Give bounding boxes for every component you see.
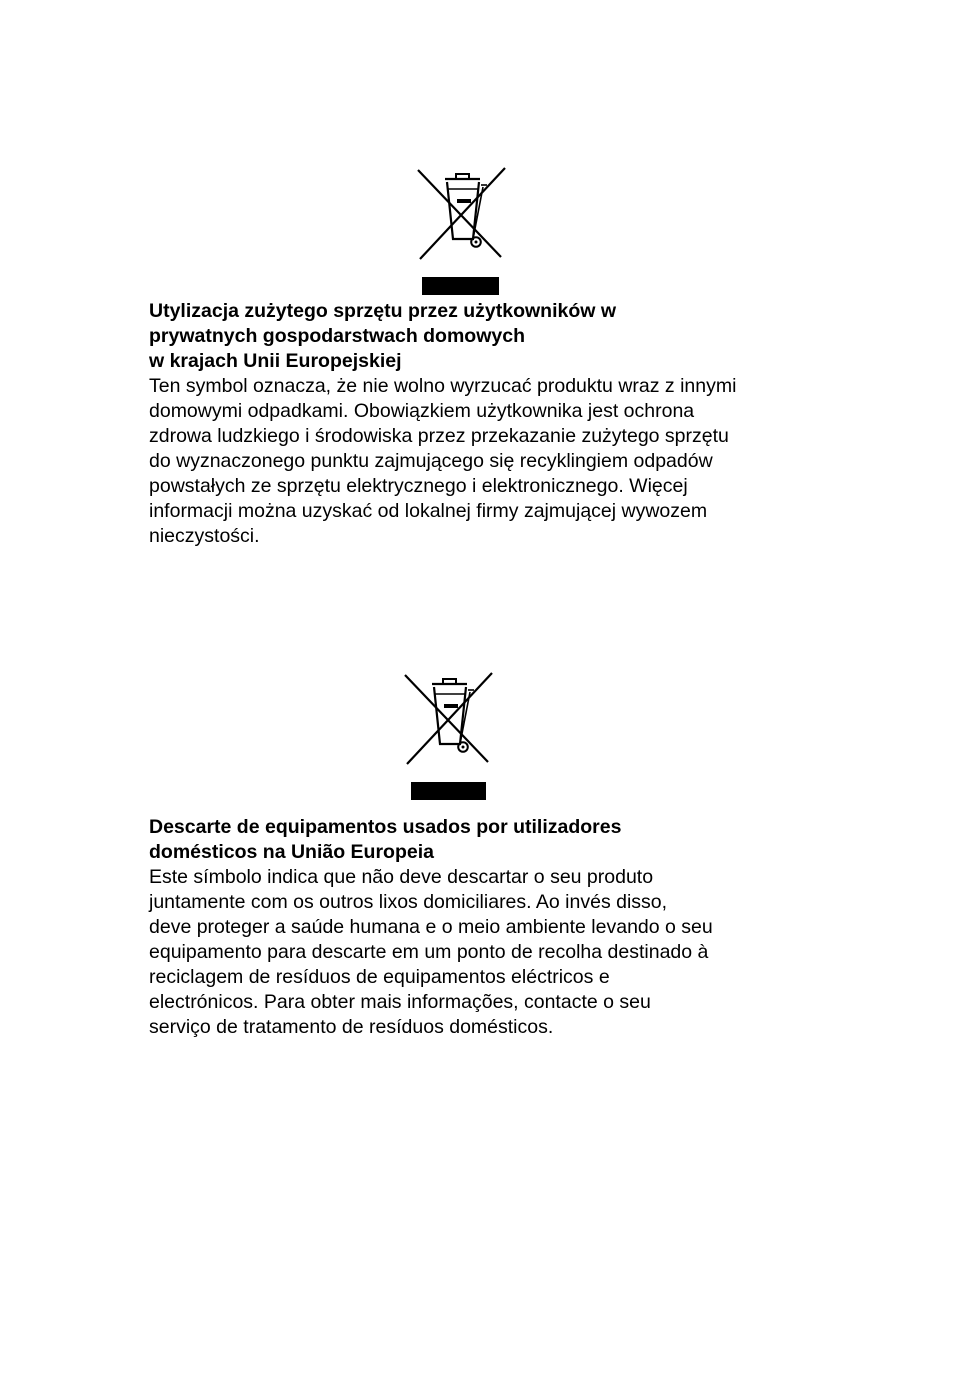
body-line: do wyznaczonego punktu zajmującego się recyklingiem odpadów xyxy=(149,450,713,472)
section-heading xyxy=(149,815,829,865)
section-body xyxy=(149,374,829,549)
body-line: deve proteger a saúde humana e o meio ambiente levando o seu xyxy=(149,916,713,938)
heading-line: Utylizacja zużytego sprzętu przez użytkowników w xyxy=(149,300,617,322)
section-portuguese xyxy=(149,815,829,1040)
weee-crossed-bin-icon xyxy=(407,165,517,295)
weee-crossed-bin-icon xyxy=(394,670,504,800)
body-line: electrónicos. Para obter mais informações, contacte o seu xyxy=(149,991,651,1013)
body-line: reciclagem de resíduos de equipamentos eléctricos e xyxy=(149,966,610,988)
body-line: equipamento para descarte em um ponto de recolha destinado à xyxy=(149,941,709,963)
body-line: serviço de tratamento de resíduos domésticos. xyxy=(149,1016,554,1038)
section-body xyxy=(149,865,829,1040)
body-line: nieczystości. xyxy=(149,525,260,547)
body-line: powstałych ze sprzętu elektrycznego i elektronicznego. Więcej xyxy=(149,475,688,497)
section-heading xyxy=(149,299,829,374)
body-line: informacji można uzyskać od lokalnej firmy zajmującej wywozem xyxy=(149,500,708,522)
section-polish xyxy=(149,299,829,549)
body-line: Ten symbol oznacza, że nie wolno wyrzucać produktu wraz z innymi xyxy=(149,375,737,397)
body-line: domowymi odpadkami. Obowiązkiem użytkownika jest ochrona xyxy=(149,400,695,422)
body-line: zdrowa ludzkiego i środowiska przez przekazanie zużytego sprzętu xyxy=(149,425,729,447)
body-line: juntamente com os outros lixos domiciliares. Ao invés disso, xyxy=(149,891,668,913)
heading-line: domésticos na União Europeia xyxy=(149,841,434,863)
heading-line: w krajach Unii Europejskiej xyxy=(149,350,402,372)
heading-line: prywatnych gospodarstwach domowych xyxy=(149,325,525,347)
heading-line: Descarte de equipamentos usados por utilizadores xyxy=(149,816,622,838)
body-line: Este símbolo indica que não deve descartar o seu produto xyxy=(149,866,654,888)
